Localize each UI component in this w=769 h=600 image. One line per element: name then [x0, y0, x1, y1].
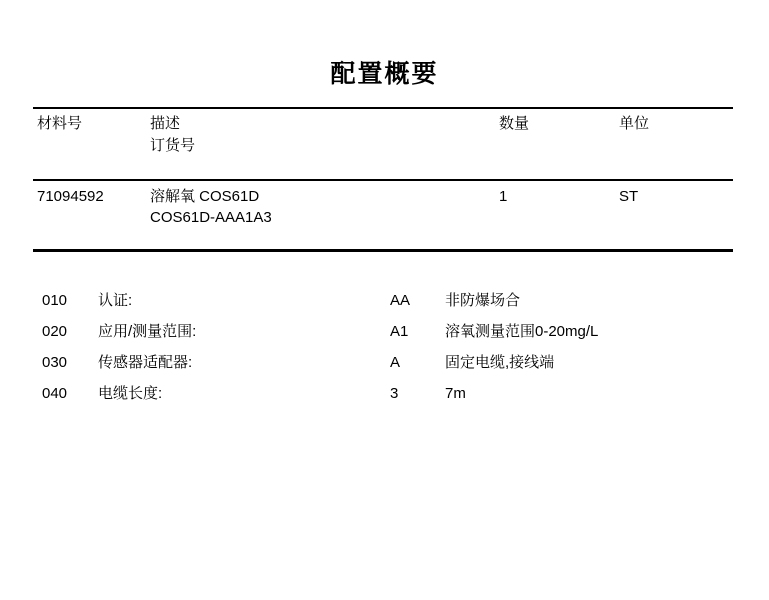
option-position: 020: [42, 323, 68, 340]
column-header-description-line: 描述: [150, 115, 181, 132]
option-code: AA: [390, 292, 411, 309]
option-position: 030: [42, 354, 68, 371]
option-code: 3: [390, 385, 399, 402]
table-header-row: [33, 113, 733, 157]
item-material-no: 71094592: [37, 188, 104, 205]
item-description-cell: [150, 186, 499, 228]
item-bottom-rule: [33, 249, 733, 252]
column-header-material-no: 材料号: [37, 115, 83, 132]
option-value: 非防爆场合: [445, 292, 521, 309]
header-separator-rule: [33, 179, 733, 181]
item-order-code: COS61D-AAA1A3: [150, 209, 272, 226]
option-label: 电缆长度:: [98, 385, 163, 402]
configuration-options-list: [33, 291, 733, 415]
column-header-order-code: 订货号: [150, 137, 196, 154]
page-title: 配置概要: [330, 60, 439, 88]
option-row: [33, 353, 733, 384]
option-value: 溶氧测量范围0-20mg/L: [445, 323, 599, 340]
option-row: [33, 322, 733, 353]
item-unit: ST: [619, 188, 639, 205]
option-position: 040: [42, 385, 68, 402]
item-quantity: 1: [499, 188, 508, 205]
table-item-row: [33, 186, 733, 228]
column-header-quantity: 数量: [499, 115, 530, 132]
option-code: A1: [390, 323, 409, 340]
option-label: 认证:: [98, 292, 133, 309]
option-label: 应用/测量范围:: [98, 323, 197, 340]
item-description: 溶解氧 COS61D: [150, 188, 260, 205]
table-top-rule: [33, 107, 733, 109]
option-label: 传感器适配器:: [98, 354, 193, 371]
option-row: [33, 291, 733, 322]
column-header-unit: 单位: [619, 115, 650, 132]
option-value: 固定电缆,接线端: [445, 354, 555, 371]
column-header-description: [150, 113, 499, 157]
option-code: A: [390, 354, 401, 371]
option-row: [33, 384, 733, 415]
option-position: 010: [42, 292, 68, 309]
option-value: 7m: [445, 385, 466, 402]
